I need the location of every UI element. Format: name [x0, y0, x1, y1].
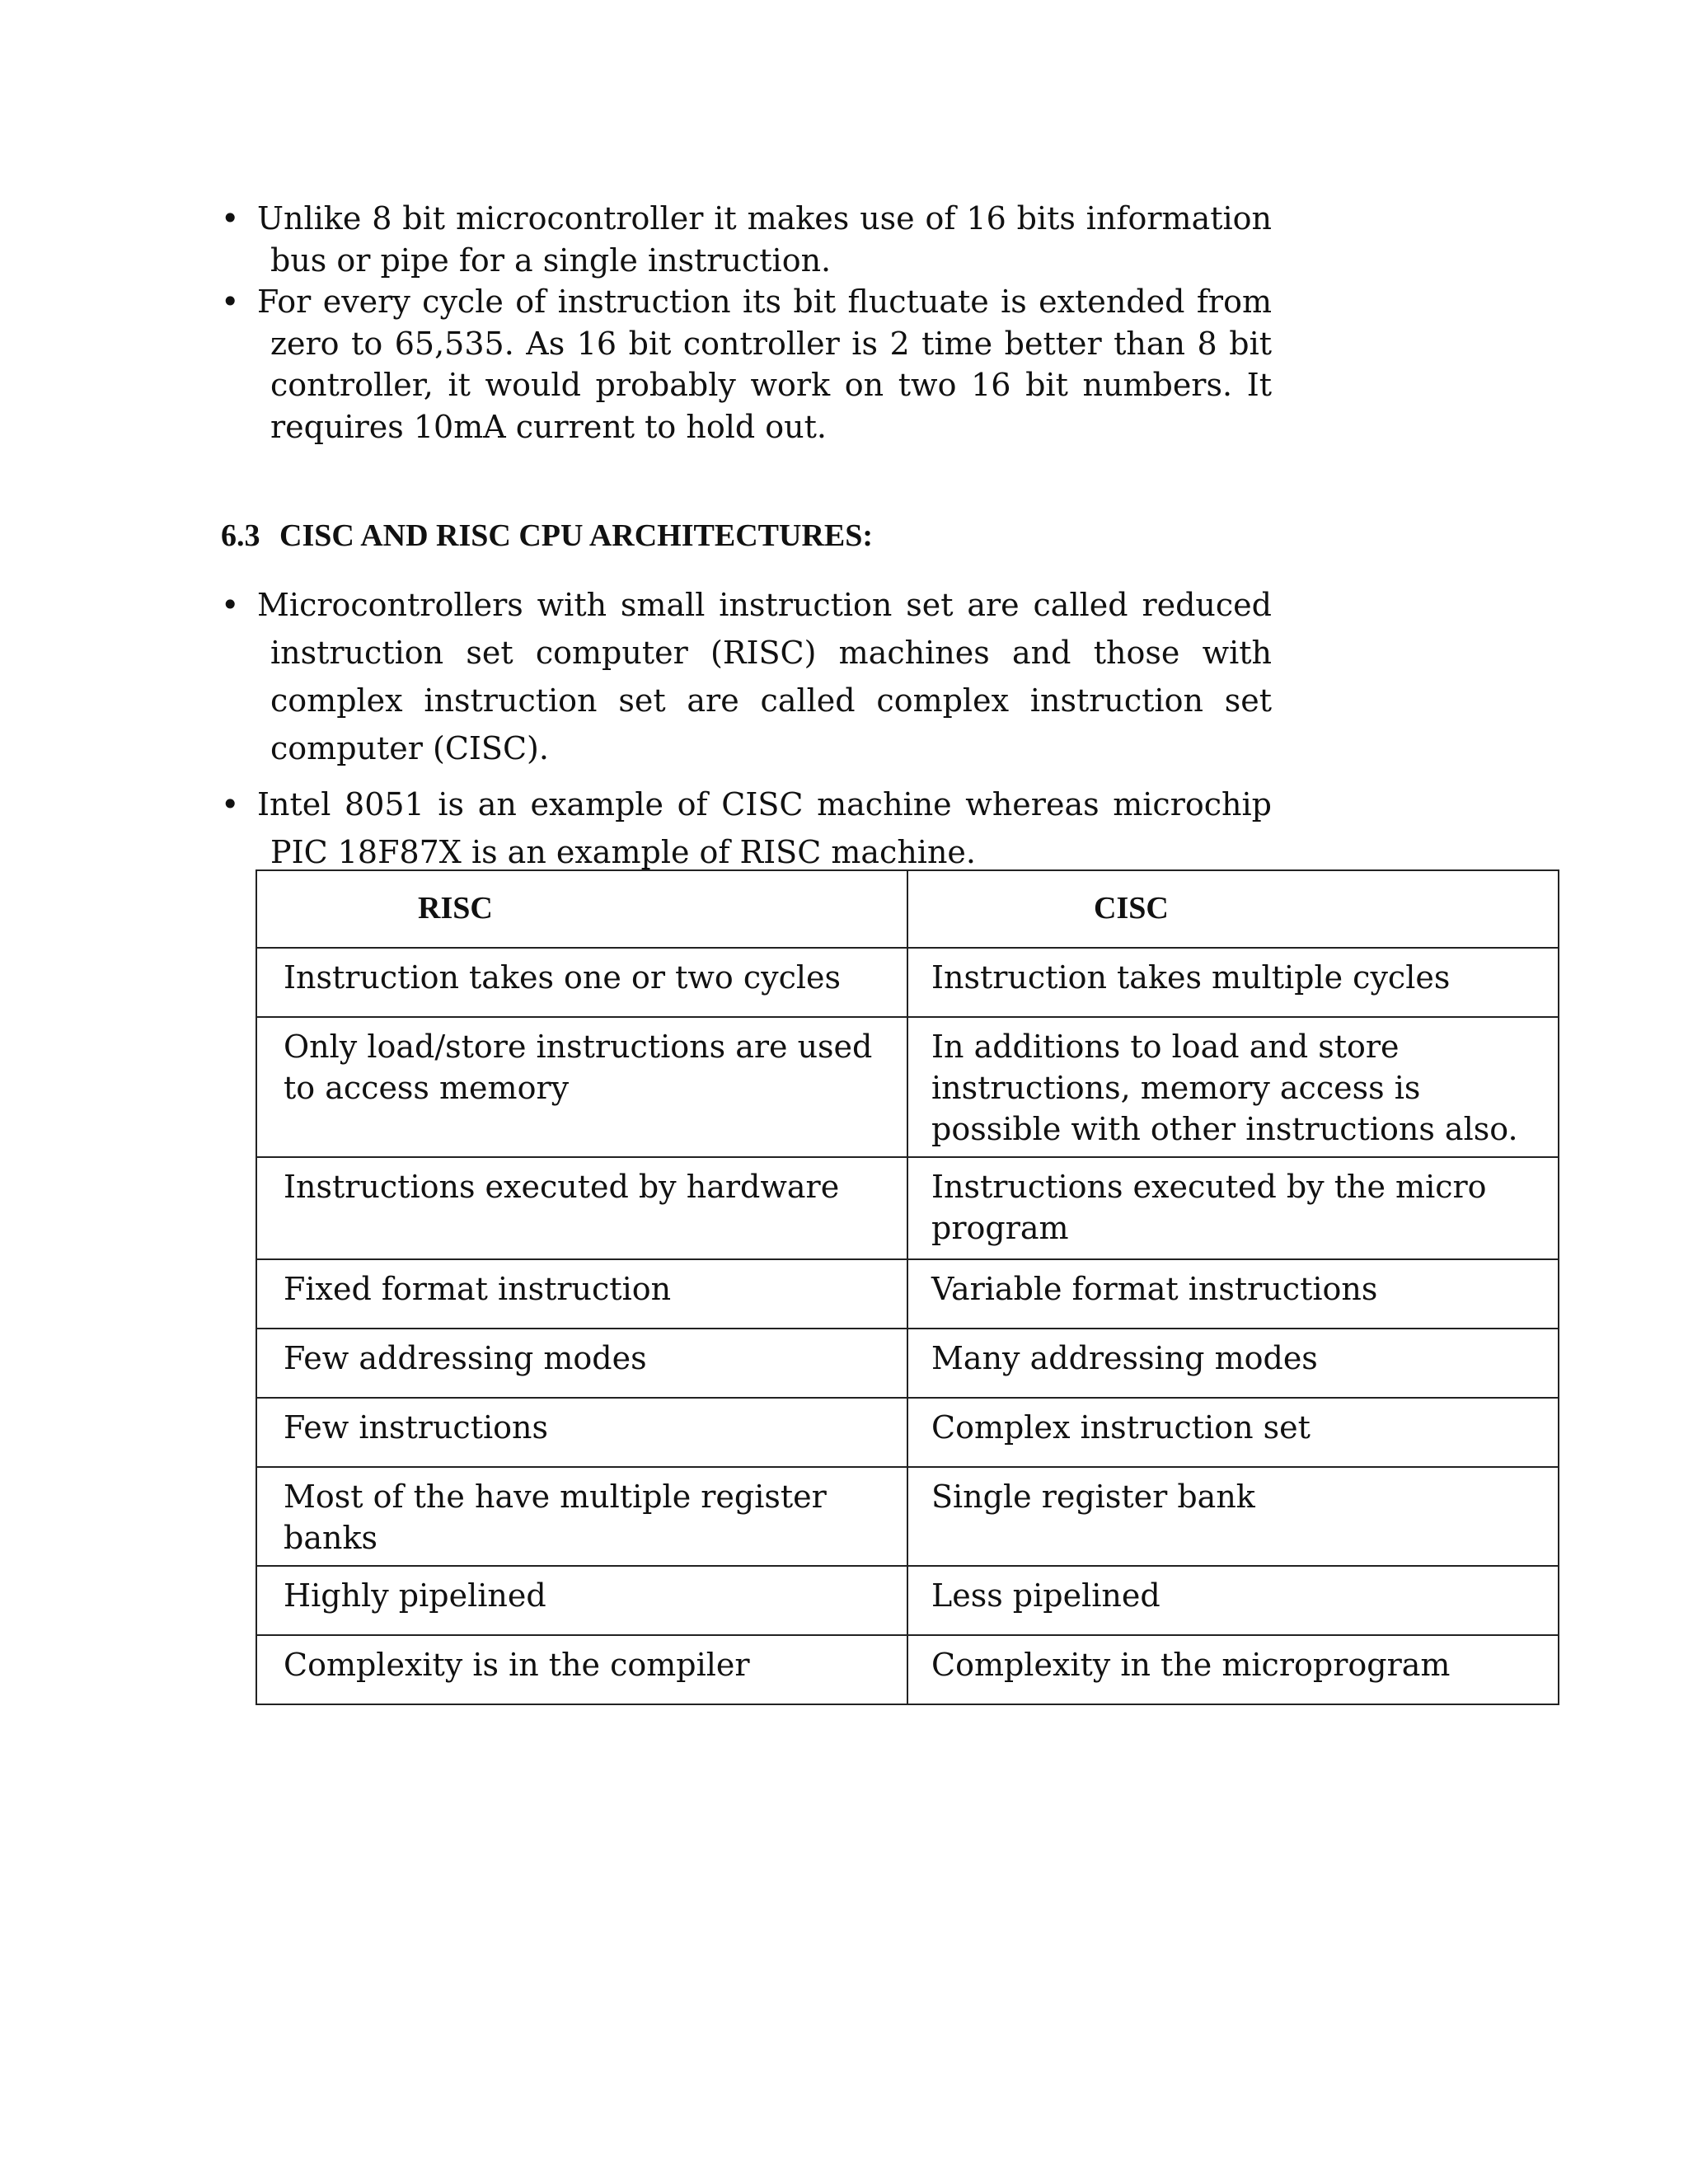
table-row [256, 1566, 1559, 1635]
risc-cell: Complexity is in the compiler [256, 1635, 907, 1704]
risc-cell: Highly pipelined [256, 1566, 907, 1635]
risc-cell: Few instructions [256, 1398, 907, 1467]
section-heading [221, 515, 873, 556]
list-item [221, 780, 1272, 876]
cisc-cell: Less pipelined [907, 1566, 1559, 1635]
table-row [256, 1635, 1559, 1704]
table-row [256, 1157, 1559, 1259]
table-row [256, 1259, 1559, 1329]
bullet-icon: • [221, 786, 240, 823]
risc-cell: Most of the have multiple register banks [256, 1467, 907, 1566]
cisc-cell: In additions to load and store instructions, memory access is possible with other instructions also. [907, 1017, 1559, 1157]
bullet-icon: • [221, 200, 240, 237]
bullet-icon: • [221, 284, 240, 320]
cisc-cell: Complex instruction set [907, 1398, 1559, 1467]
list-item [221, 281, 1272, 448]
cisc-cell: Complexity in the microprogram [907, 1635, 1559, 1704]
table-row [256, 1398, 1559, 1467]
bullet-text: Microcontrollers with small instruction set are called reduced instruction set computer (RISC) machines and those with complex instruction set are called complex instruction set computer (CISC). [257, 587, 1272, 766]
bullet-icon: • [221, 587, 240, 623]
table-row [256, 948, 1559, 1017]
intro-bullet-list [221, 198, 1272, 448]
header-cisc: CISC [907, 870, 1559, 948]
list-item [221, 198, 1272, 281]
header-risc: RISC [256, 870, 907, 948]
section-title: CISC AND RISC CPU ARCHITECTURES: [279, 518, 874, 553]
risc-cell: Only load/store instructions are used to access memory [256, 1017, 907, 1157]
cisc-cell: Instruction takes multiple cycles [907, 948, 1559, 1017]
cisc-cell: Single register bank [907, 1467, 1559, 1566]
bullet-text: Intel 8051 is an example of CISC machine whereas microchip PIC 18F87X is an example of RISC machine. [257, 786, 1272, 870]
list-item [221, 581, 1272, 772]
table-row [256, 1467, 1559, 1566]
cisc-cell: Instructions executed by the micro program [907, 1157, 1559, 1259]
cisc-cell: Many addressing modes [907, 1329, 1559, 1398]
table-header-row [256, 870, 1559, 948]
risc-cell: Few addressing modes [256, 1329, 907, 1398]
risc-cell: Instruction takes one or two cycles [256, 948, 907, 1017]
bullet-text: For every cycle of instruction its bit fluctuate is extended from zero to 65,535. As 16 bit controller is 2 time better than 8 bit controller, it would probably work on two 16 bit numbers. It requires 10mA current to hold out. [257, 284, 1272, 445]
cisc-cell: Variable format instructions [907, 1259, 1559, 1329]
table-row [256, 1017, 1559, 1157]
table-row [256, 1329, 1559, 1398]
risc-cell: Fixed format instruction [256, 1259, 907, 1329]
risc-cisc-comparison-table [256, 869, 1559, 1705]
section-number: 6.3 [221, 518, 260, 553]
risc-cell: Instructions executed by hardware [256, 1157, 907, 1259]
architecture-bullet-list [221, 581, 1272, 876]
bullet-text: Unlike 8 bit microcontroller it makes use of 16 bits information bus or pipe for a single instruction. [257, 200, 1272, 279]
